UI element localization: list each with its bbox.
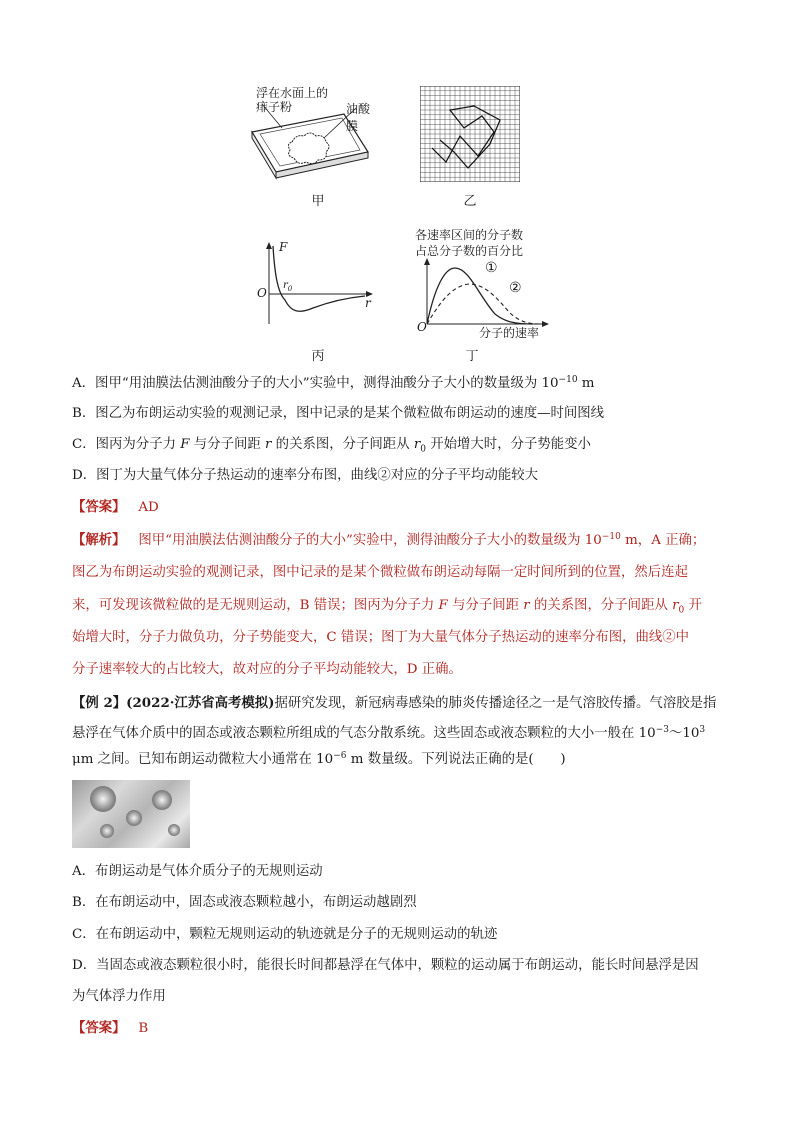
q1-option-b: B．图乙为布朗运动实验的观测记录，图中记录的是某个微粒做布朗运动的速度—时间图线 xyxy=(72,406,605,421)
q1-analysis-l3-r0: r xyxy=(672,598,679,613)
q1-option-c-post: 开始增大时，分子势能变小 xyxy=(425,437,591,452)
q1-analysis-l2: 图乙为布朗运动实验的观测记录，图中记录的是某个微粒做布朗运动每隔一定时间所到的位置，然后连起 xyxy=(72,565,688,580)
q1-answer-tag: 【答案】 xyxy=(72,499,126,515)
q1-analysis-l3-F: F xyxy=(438,598,448,613)
q1-option-c xyxy=(72,435,591,460)
axis-x-label-r: r xyxy=(365,296,371,310)
q1-analysis-l3-mid: 与分子间距 xyxy=(447,598,524,613)
q1-analysis-l1-post: m，A 正确； xyxy=(620,533,706,548)
q2-answer xyxy=(72,1018,148,1039)
r0-label-r: r xyxy=(283,280,288,291)
caption-bing: 丙 xyxy=(311,349,325,364)
q1-analysis-l3-r0sub: 0 xyxy=(678,605,685,616)
axis-y-label-F: F xyxy=(279,240,288,254)
q2-answer-value: B xyxy=(138,1021,149,1036)
q2-tag: 【例 2】 xyxy=(72,695,127,711)
q1-option-a xyxy=(72,374,595,394)
virus-particle xyxy=(90,786,116,812)
curve-2-label: ② xyxy=(509,280,522,296)
q1-analysis-l5: 分子速率较大的占比较大，故对应的分子平均动能较大，D 正确。 xyxy=(72,662,462,677)
q1-option-c-mid: 与分子间距 xyxy=(189,437,266,452)
q2-stem-l3-pre: μm 之间。已知布朗运动微粒大小通常在 10 xyxy=(72,752,334,767)
virus-particle xyxy=(126,810,142,826)
caption-jia: 甲 xyxy=(311,194,325,209)
q1-option-c-r0: r xyxy=(413,437,421,452)
label-powder-line2: 痱子粉 xyxy=(256,100,293,114)
q2-stem-l2-exp1: −3 xyxy=(655,725,669,735)
q1-analysis-l1 xyxy=(72,530,705,551)
figure-bing xyxy=(255,240,375,330)
q1-option-c-r: r xyxy=(265,437,272,452)
label-powder-line1: 浮在水面上的 xyxy=(256,86,329,100)
q1-option-a-post: m xyxy=(577,376,595,391)
q1-option-a-exp: −10 xyxy=(558,375,578,385)
q1-answer-value: AD xyxy=(138,500,159,515)
r0-label xyxy=(283,280,292,293)
q2-option-d-l2: 为气体浮力作用 xyxy=(72,989,166,1004)
q2-option-a: A．布朗运动是气体介质分子的无规则运动 xyxy=(72,864,323,879)
origin-label: O xyxy=(257,286,267,300)
q2-option-d-l1: D．当固态或液态颗粒很小时，能很长时间都悬浮在气体中，颗粒的运动属于布朗运动，能长时间悬浮是因 xyxy=(72,958,699,973)
q2-option-c: C．在布朗运动中，颗粒无规则运动的轨迹就是分子的无规则运动的轨迹 xyxy=(72,927,498,942)
q1-analysis-l3 xyxy=(72,596,702,621)
q1-analysis-l3-r: r xyxy=(523,598,530,613)
caption-ding: 丁 xyxy=(465,349,479,364)
q2-stem-l3-exp: −6 xyxy=(333,751,347,761)
ding-title-line2: 占总分子数的百分比 xyxy=(415,244,524,258)
q2-stem-l2-pre: 悬浮在气体介质中的固态或液态颗粒所组成的气态分散系统。这些固态或液态颗粒的大小一般在 10 xyxy=(72,726,656,741)
q1-answer xyxy=(72,497,159,518)
q2-stem-l3 xyxy=(72,750,566,770)
q1-analysis-l1-pre: 图甲“用油膜法估测油酸分子的大小”实验中，测得油酸分子大小的数量级为 10 xyxy=(138,533,602,548)
ding-origin-label: O xyxy=(417,320,427,334)
q1-option-c-mid2: 的关系图，分子间距从 xyxy=(271,437,414,452)
q2-option-b: B．在布朗运动中，固态或液态颗粒越小，布朗运动越剧烈 xyxy=(72,895,417,910)
q2-stem-l1-text: 据研究发现，新冠病毒感染的肺炎传播途径之一是气溶胶传播。气溶胶是指 xyxy=(274,696,717,711)
q1-option-d: D．图丁为大量气体分子热运动的速率分布图，曲线②对应的分子平均动能较大 xyxy=(72,468,539,483)
q1-analysis-l1-exp: −10 xyxy=(601,532,621,542)
q1-analysis-tag: 【解析】 xyxy=(72,532,126,548)
q2-answer-tag: 【答案】 xyxy=(72,1020,126,1036)
figure-yi xyxy=(420,86,520,182)
q2-stem-l2 xyxy=(72,724,705,744)
q1-analysis-l3-post: 开 xyxy=(684,598,702,613)
force-distance-graph xyxy=(255,240,375,330)
r0-label-sub: 0 xyxy=(287,285,293,293)
ding-title-line1: 各速率区间的分子数 xyxy=(415,228,524,242)
caption-yi: 乙 xyxy=(463,194,477,209)
q2-stem-l2-mid: ～10 xyxy=(668,726,700,741)
q1-analysis-l3-mid2: 的关系图，分子间距从 xyxy=(529,598,673,613)
virus-aerosol-photo xyxy=(72,780,190,848)
q2-source: (2022·江苏省高考模拟) xyxy=(126,695,275,711)
ding-xlabel: 分子的速率 xyxy=(479,326,540,340)
q1-option-c-r0sub: 0 xyxy=(420,444,426,455)
q2-stem-l1 xyxy=(72,693,716,714)
brownian-grid-diagram xyxy=(420,86,520,182)
virus-particle xyxy=(100,824,114,838)
q1-analysis-l4: 始增大时，分子力做负功，分子势能变大，C 错误；图丁为大量气体分子热运动的速率分布图，曲线②中 xyxy=(72,630,690,645)
q1-option-c-pre: C．图丙为分子力 xyxy=(72,437,181,452)
virus-particle xyxy=(152,790,172,810)
q2-stem-l2-exp2: 3 xyxy=(699,725,706,735)
curve-1-label: ① xyxy=(485,260,498,276)
q2-stem-l3-post: m 数量级。下列说法正确的是( ) xyxy=(346,752,566,767)
figure-jia xyxy=(240,84,380,189)
q1-option-a-pre: A．图甲“用油膜法估测油酸分子的大小”实验中，测得油酸分子大小的数量级为 10 xyxy=(72,376,559,391)
q1-analysis-l3-pre: 来，可发现该微粒做的是无规则运动，B 错误；图丙为分子力 xyxy=(72,598,439,613)
label-oil-film: 油酸膜 xyxy=(346,102,371,133)
q1-option-c-F: F xyxy=(180,437,190,452)
virus-particle xyxy=(168,824,180,836)
